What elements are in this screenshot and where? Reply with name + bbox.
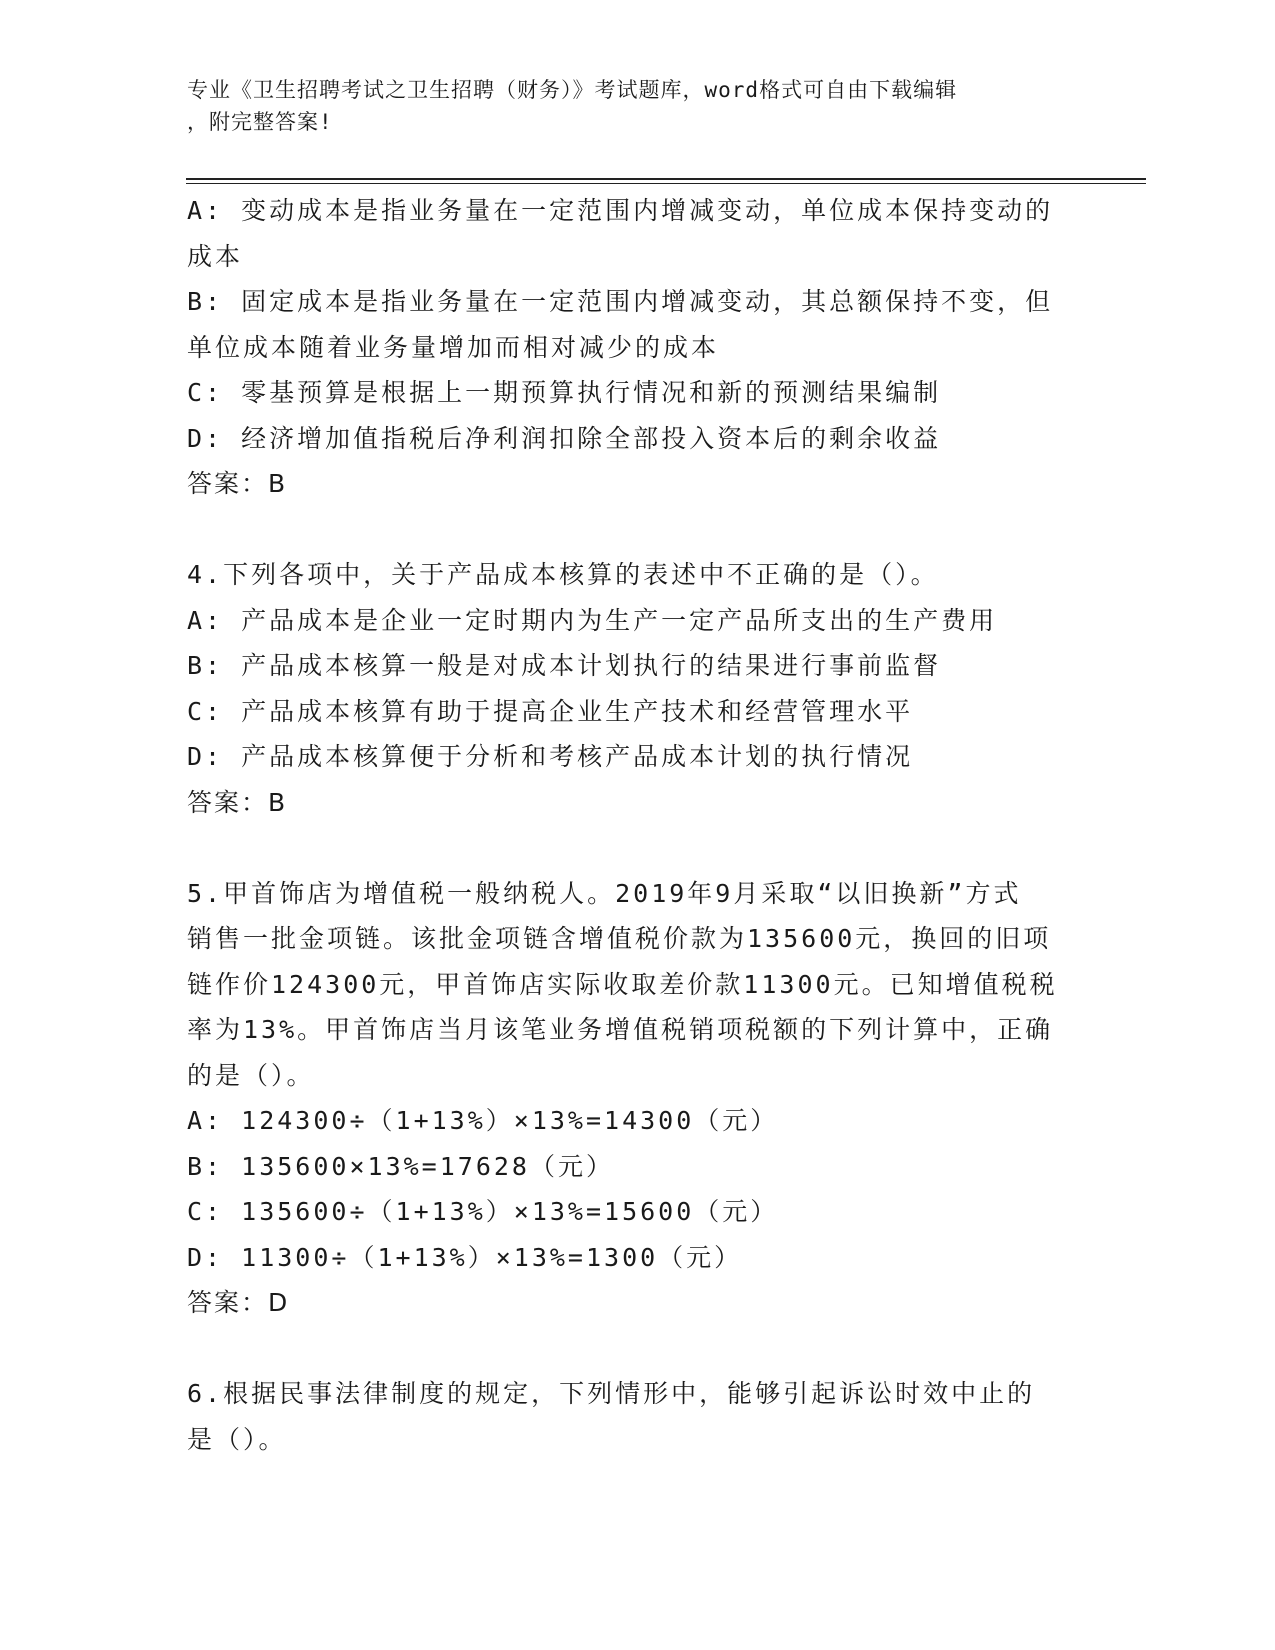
option-a-line: A: 124300÷（1+13%）×13%=14300（元）: [187, 1106, 779, 1135]
header-divider-thick: [186, 178, 1146, 180]
question-block-4: [187, 552, 1087, 825]
answer-line: 答案：D: [187, 1288, 290, 1317]
header-divider-thin: [186, 183, 1146, 184]
question-stem: 5.甲首饰店为增值税一般纳税人。2019年9月采取“以旧换新”方式: [187, 878, 1022, 908]
option-b-line: B: 固定成本是指业务量在一定范围内增减变动，其总额保持不变，但: [187, 287, 1054, 316]
question-block-5: [187, 871, 1087, 1326]
option-c-line: C: 产品成本核算有助于提高企业生产技术和经营管理水平: [187, 696, 914, 726]
question-stem-continued: 的是（）。: [187, 1060, 315, 1090]
question-block-3: [187, 188, 1087, 507]
question-stem-continued: 销售一批金项链。该批金项链含增值税价款为135600元，换回的旧项: [187, 924, 1052, 953]
option-d-line: D: 经济增加值指税后净利润扣除全部投入资本后的剩余收益: [187, 423, 942, 453]
header-title-line-continued: ，附完整答案!: [187, 110, 333, 134]
option-d-line: D: 产品成本核算便于分析和考核产品成本计划的执行情况: [187, 742, 914, 771]
question-stem: 4.下列各项中，关于产品成本核算的表述中不正确的是（）。: [187, 560, 939, 589]
option-c-line: C: 零基预算是根据上一期预算执行情况和新的预测结果编制: [187, 378, 942, 407]
option-d-line: D: 11300÷（1+13%）×13%=1300（元）: [187, 1242, 743, 1272]
option-a-line: A: 产品成本是企业一定时期内为生产一定产品所支出的生产费用: [187, 605, 998, 635]
option-b-line-continued: 单位成本随着业务量增加而相对减少的成本: [187, 332, 720, 362]
option-c-line: C: 135600÷（1+13%）×13%=15600（元）: [187, 1197, 779, 1226]
question-stem: 6.根据民事法律制度的规定，下列情形中，能够引起诉讼时效中止的: [187, 1379, 1036, 1408]
question-stem-continued: 率为13%。甲首饰店当月该笔业务增值税销项税额的下列计算中，正确: [187, 1015, 1054, 1044]
block-spacer: [187, 507, 1087, 553]
block-spacer: [187, 825, 1087, 871]
question-stem-continued: 链作价124300元，甲首饰店实际收取差价款11300元。已知增值税税: [187, 969, 1058, 999]
option-a-line-continued: 成本: [187, 241, 244, 271]
answer-line: 答案：B: [187, 469, 288, 498]
option-b-line: B: 产品成本核算一般是对成本计划执行的结果进行事前监督: [187, 651, 942, 680]
option-a-line: A: 变动成本是指业务量在一定范围内增减变动，单位成本保持变动的: [187, 196, 1054, 225]
answer-line: 答案：B: [187, 787, 288, 817]
question-stem-continued: 是（）。: [187, 1424, 287, 1454]
block-spacer: [187, 1326, 1087, 1372]
question-list: [187, 188, 1087, 1462]
option-b-line: B: 135600×13%=17628（元）: [187, 1151, 614, 1181]
header-title-line: 专业《卫生招聘考试之卫生招聘（财务）》考试题库，word格式可自由下载编辑: [187, 78, 958, 102]
question-block-6: [187, 1371, 1087, 1462]
document-header: [187, 74, 1067, 138]
